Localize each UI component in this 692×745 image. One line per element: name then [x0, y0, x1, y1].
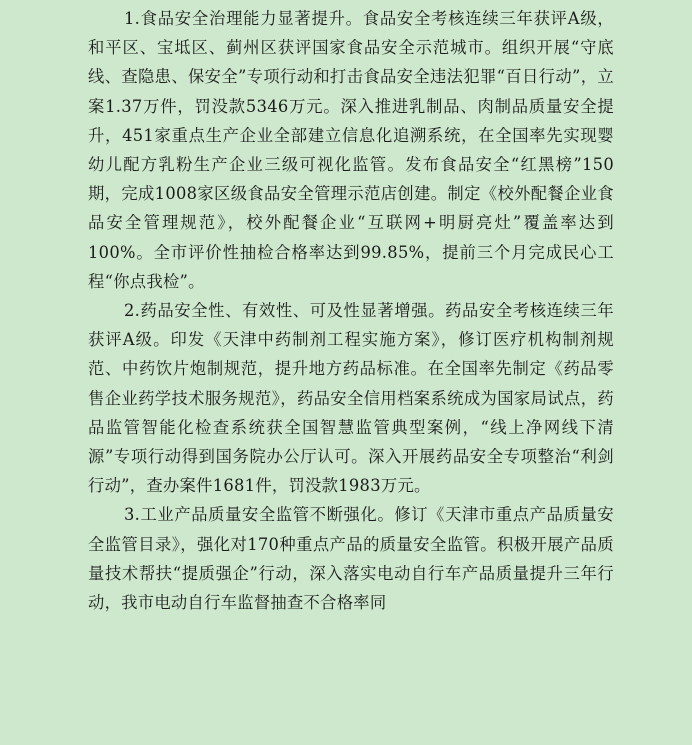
- document-body: [88, 4, 614, 617]
- paragraph-drug-safety: 2.药品安全性、有效性、可及性显著增强。药品安全考核连续三年获评A级。印发《天津中药制剂工程实施方案》，修订医疗机构制剂规范、中药饮片炮制规范，提升地方药品标准。在全国率先制定《药品零售企业药学技术服务规范》，药品安全信用档案系统成为国家局试点，药品监管智能化检查系统获全国智慧监管典型案例，“线上净网线下清源”专项行动得到国务院办公厅认可。深入开展药品安全专项整治“利剑行动”，查办案件1681件，罚没款1983万元。: [88, 301, 614, 496]
- paragraph-food-safety: 1.食品安全治理能力显著提升。食品安全考核连续三年获评A级，和平区、宝坻区、蓟州区获评国家食品安全示范城市。组织开展“守底线、查隐患、保安全”专项行动和打击食品安全违法犯罪“百日行动”，立案1.37万件，罚没款5346万元。深入推进乳制品、肉制品质量安全提升，451家重点生产企业全部建立信息化追溯系统，在全国率先实现婴幼儿配方乳粉生产企业三级可视化监管。发布食品安全“红黑榜”150期，完成1008家区级食品安全管理示范店创建。制定《校外配餐企业食品安全管理规范》，校外配餐企业“互联网+明厨亮灶”覆盖率达到100%。全市评价性抽检合格率达到99.85%，提前三个月完成民心工程“你点我检”。: [88, 9, 614, 291]
- paragraph-industrial-product-quality: 3.工业产品质量安全监管不断强化。修订《天津市重点产品质量安全监管目录》，强化对170种重点产品的质量安全监管。积极开展产品质量技术帮扶“提质强企”行动，深入落实电动自行车产品质量提升三年行动，我市电动自行车监督抽查不合格率同: [88, 505, 614, 613]
